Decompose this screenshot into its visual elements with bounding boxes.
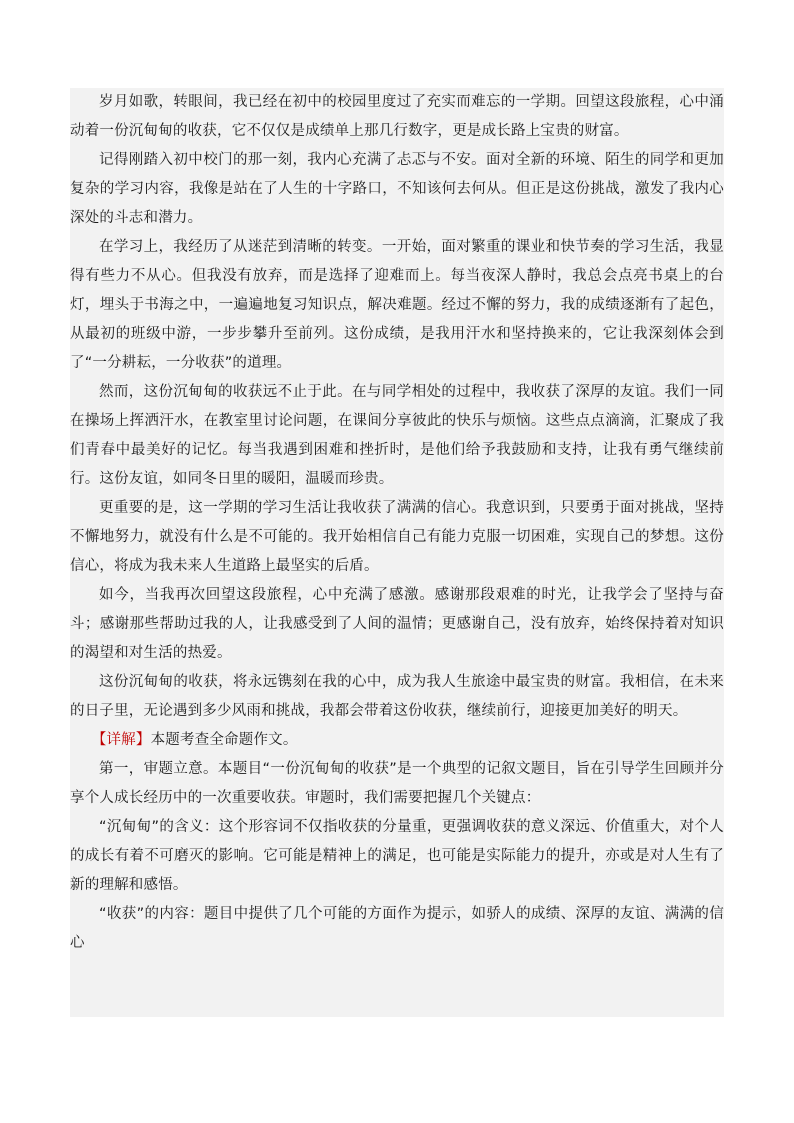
essay-paragraph-4: 然而，这份沉甸甸的收获远不止于此。在与同学相处的过程中，我收获了深厚的友谊。我们一同在操场上挥洒汗水，在教室里讨论问题，在课间分享彼此的快乐与烦恼。这些点点滴滴，汇聚成了我们青春中最美好的记忆。每当我遇到困难和挫折时，是他们给予我鼓励和支持，让我有勇气继续前行。这份友谊，如同冬日里的暖阳，温暖而珍贵。 [70,384,724,487]
detail-text: 本题考查全命题作文。 [150,732,298,748]
essay-paragraph-7: 这份沉甸甸的收获，将永远镌刻在我的心中，成为我人生旅途中最宝贵的财富。我相信，在未来的日子里，无论遇到多少风雨和挑战，我都会带着这份收获，继续前行，迎接更加美好的明天。 [70,674,724,719]
document-page [70,88,724,1017]
analysis-paragraph-3: “收获”的内容：题目中提供了几个可能的方面作为提示，如骄人的成绩、深厚的友谊、满满的信心 [70,906,724,951]
essay-paragraph-6: 如今，当我再次回望这段旅程，心中充满了感激。感谢那段艰难的时光，让我学会了坚持与奋斗；感谢那些帮助过我的人，让我感受到了人间的温情；更感谢自己，没有放弃，始终保持着对知识的渴望和对生活的热爱。 [70,587,724,661]
detail-tag: 【详解】 [91,732,151,748]
detail-heading [70,726,724,755]
essay-paragraph-3: 在学习上，我经历了从迷茫到清晰的转变。一开始，面对繁重的课业和快节奏的学习生活，我显得有些力不从心。但我没有放弃，而是选择了迎难而上。每当夜深人静时，我总会点亮书桌上的台灯，埋头于书海之中，一遍遍地复习知识点，解决难题。经过不懈的努力，我的成绩逐渐有了起色，从最初的班级中游，一步步攀升至前列。这份成绩，是我用汗水和坚持换来的，它让我深刻体会到了“一分耕耘，一分收获”的道理。 [70,239,724,371]
essay-paragraph-1: 岁月如歌，转眼间，我已经在初中的校园里度过了充实而难忘的一学期。回望这段旅程，心中涌动着一份沉甸甸的收获，它不仅仅是成绩单上那几行数字，更是成长路上宝贵的财富。 [70,94,724,139]
essay-paragraph-5: 更重要的是，这一学期的学习生活让我收获了满满的信心。我意识到，只要勇于面对挑战，坚持不懈地努力，就没有什么是不可能的。我开始相信自己有能力克服一切困难，实现自己的梦想。这份信心，将成为我未来人生道路上最坚实的后盾。 [70,500,724,574]
essay-paragraph-2: 记得刚踏入初中校门的那一刻，我内心充满了忐忑与不安。面对全新的环境、陌生的同学和更加复杂的学习内容，我像是站在了人生的十字路口，不知该何去何从。但正是这份挑战，激发了我内心深处的斗志和潜力。 [70,152,724,226]
analysis-paragraph-2: “沉甸甸”的含义：这个形容词不仅指收获的分量重，更强调收获的意义深远、价值重大，对个人的成长有着不可磨灭的影响。它可能是精神上的满足，也可能是实际能力的提升，亦或是对人生有了新的理解和感悟。 [70,819,724,893]
analysis-paragraph-1: 第一，审题立意。本题目“一份沉甸甸的收获”是一个典型的记叙文题目，旨在引导学生回顾并分享个人成长经历中的一次重要收获。审题时，我们需要把握几个关键点： [70,761,724,806]
